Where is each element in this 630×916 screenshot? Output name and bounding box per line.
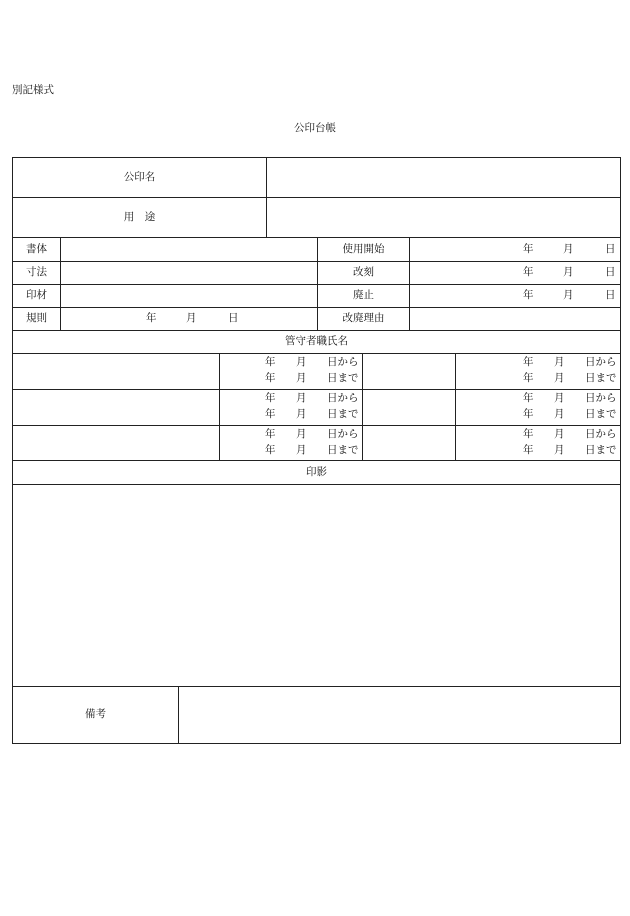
date-year-label: 年: [265, 357, 276, 368]
size-label: 寸法: [26, 267, 47, 278]
date-month-label: 月: [186, 313, 197, 324]
custodian-header-cell: [12, 330, 621, 354]
date-year-label: 年: [523, 445, 534, 456]
date-day-label: 日: [605, 267, 616, 278]
custodian-name-field: [362, 389, 456, 426]
recut-date-field: [409, 261, 621, 285]
seal-name-field: [266, 157, 621, 198]
reason-field: [409, 307, 621, 331]
recut-date-label-cell: [317, 261, 410, 285]
date-month-label: 月: [296, 445, 307, 456]
custodian-period-field: [455, 425, 621, 461]
date-day-from-label: 日から: [585, 393, 617, 404]
reason-label-cell: [317, 307, 410, 331]
custodian-period-field: [219, 389, 363, 426]
header-note: 別記様式: [12, 85, 54, 96]
date-month-label: 月: [554, 429, 565, 440]
date-month-label: 月: [554, 373, 565, 384]
date-day-from-label: 日から: [327, 357, 359, 368]
date-day-from-label: 日から: [327, 429, 359, 440]
date-year-label: 年: [523, 409, 534, 420]
typeface-label: 書体: [26, 243, 47, 255]
date-year-label: 年: [265, 429, 276, 440]
remarks-label: 備考: [85, 709, 106, 720]
purpose-label-cell: [12, 197, 267, 238]
custodian-name-field: [12, 425, 220, 461]
regulation-date-field: [60, 307, 318, 331]
date-year-label: 年: [265, 409, 276, 420]
impression-area: [12, 484, 621, 687]
date-month-label: 月: [554, 409, 565, 420]
seal-name-label: 公印名: [123, 171, 156, 183]
custodian-period-field: [219, 353, 363, 390]
custodian-period-field: [219, 425, 363, 461]
start-date-field: [409, 237, 621, 262]
start-date-label: 使用開始: [342, 243, 385, 255]
remarks-field: [178, 686, 621, 744]
date-month-label: 月: [563, 290, 574, 301]
date-month-label: 月: [296, 357, 307, 368]
date-year-label: 年: [146, 313, 157, 324]
abolish-date-label-cell: [317, 284, 410, 308]
date-year-label: 年: [523, 290, 534, 301]
date-year-label: 年: [523, 357, 534, 368]
date-day-label: 日: [228, 313, 239, 324]
recut-date-label: 改刻: [353, 267, 374, 278]
date-day-to-label: 日まで: [585, 445, 617, 456]
regulation-label: 規則: [26, 313, 47, 324]
date-year-label: 年: [523, 393, 534, 404]
date-month-label: 月: [554, 393, 565, 404]
custodian-name-field: [362, 425, 456, 461]
regulation-label-cell: [12, 307, 61, 331]
date-day-label: 日: [605, 243, 616, 255]
material-label: 印材: [26, 290, 47, 301]
typeface-label-cell: [12, 237, 61, 262]
date-day-label: 日: [605, 290, 616, 301]
material-label-cell: [12, 284, 61, 308]
date-day-to-label: 日まで: [327, 445, 359, 456]
size-label-cell: [12, 261, 61, 285]
impression-label: 印影: [306, 466, 327, 478]
abolish-date-field: [409, 284, 621, 308]
date-month-label: 月: [554, 357, 565, 368]
date-year-label: 年: [523, 373, 534, 384]
date-month-label: 月: [296, 409, 307, 420]
date-day-to-label: 日まで: [327, 409, 359, 420]
date-year-label: 年: [523, 243, 534, 255]
date-day-to-label: 日まで: [585, 373, 617, 384]
material-field: [60, 284, 318, 308]
custodian-name-field: [12, 389, 220, 426]
date-month-label: 月: [296, 393, 307, 404]
start-date-label-cell: [317, 237, 410, 262]
reason-label: 改廃理由: [342, 313, 385, 324]
page-title: 公印台帳: [294, 123, 336, 134]
abolish-date-label: 廃止: [353, 290, 374, 301]
date-year-label: 年: [265, 393, 276, 404]
date-year-label: 年: [265, 445, 276, 456]
date-day-to-label: 日まで: [585, 409, 617, 420]
custodian-name-field: [12, 353, 220, 390]
date-month-label: 月: [554, 445, 565, 456]
remarks-label-cell: [12, 686, 179, 744]
date-year-label: 年: [523, 267, 534, 278]
date-year-label: 年: [265, 373, 276, 384]
date-day-from-label: 日から: [585, 429, 617, 440]
purpose-field: [266, 197, 621, 238]
date-day-from-label: 日から: [327, 393, 359, 404]
custodian-period-field: [455, 353, 621, 390]
date-month-label: 月: [563, 243, 574, 255]
custodian-label: 管守者職氏名: [285, 336, 348, 347]
seal-name-label-cell: [12, 157, 267, 198]
size-field: [60, 261, 318, 285]
date-year-label: 年: [523, 429, 534, 440]
typeface-field: [60, 237, 318, 262]
date-month-label: 月: [296, 373, 307, 384]
date-month-label: 月: [563, 267, 574, 278]
custodian-name-field: [362, 353, 456, 390]
date-day-from-label: 日から: [585, 357, 617, 368]
date-day-to-label: 日まで: [327, 373, 359, 384]
purpose-label: 用 途: [123, 211, 156, 223]
impression-header-cell: [12, 460, 621, 485]
date-month-label: 月: [296, 429, 307, 440]
custodian-period-field: [455, 389, 621, 426]
